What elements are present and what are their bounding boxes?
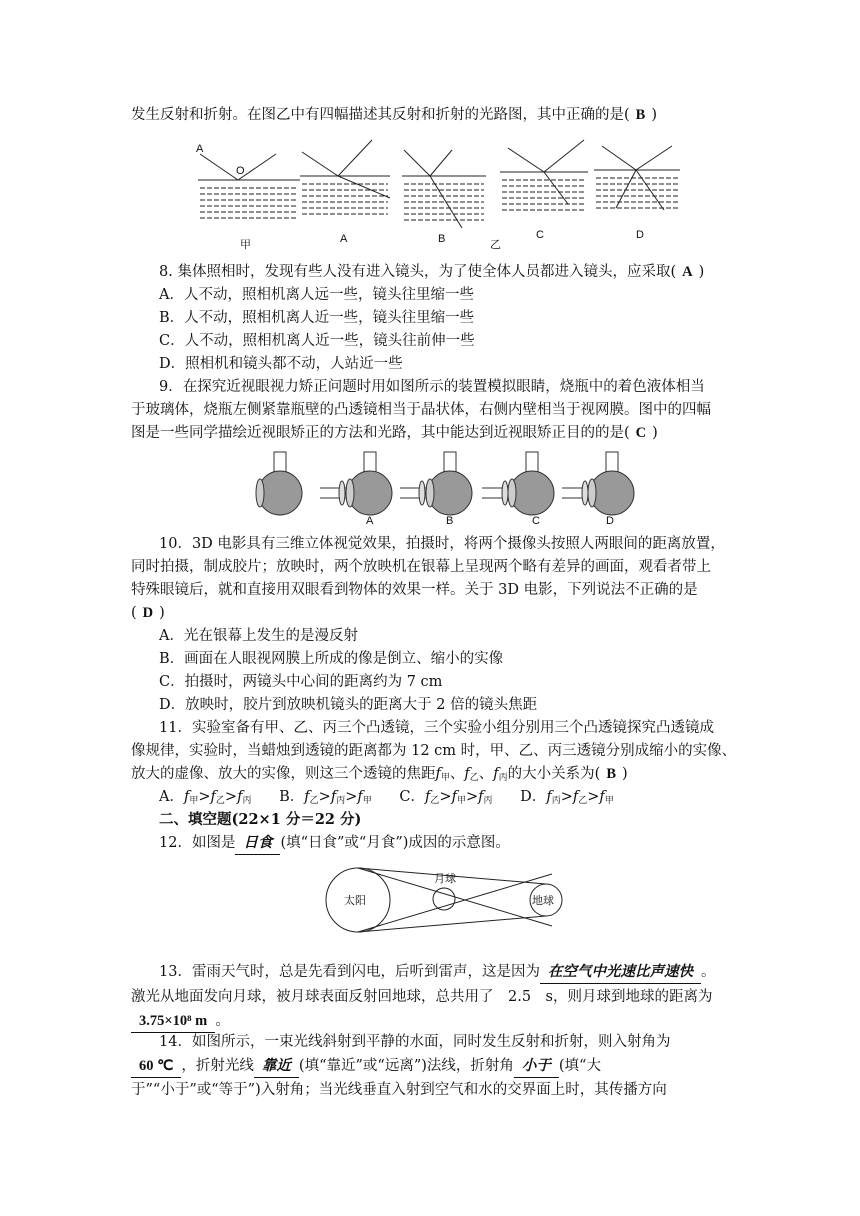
q12-figure — [320, 866, 580, 946]
q8-option-b: B．人不动，照相机离人近一些，镜头往里缩一些 — [159, 310, 475, 326]
q8-answer: A — [682, 264, 693, 280]
flask-label-c: C — [532, 515, 540, 526]
q10-option-d: D．放映时，胶片到放映机镜头的距离大于 2 倍的镜头焦距 — [159, 697, 538, 713]
fig-label-b: B — [438, 233, 446, 245]
q10-line4: ( D ) — [131, 605, 165, 621]
q8-option-c: C．人不动，照相机离人近一些，镜头往前伸一些 — [159, 333, 475, 349]
q14-answer3: 小于 — [514, 1055, 559, 1078]
q14-answer1: 60 ℃ — [131, 1055, 181, 1078]
flask-label-b: B — [446, 515, 454, 526]
q7-text: 发生反射和折射。在图乙中有四幅描述其反射和折射的光路图，其中正确的是( B ) — [131, 107, 657, 123]
flask-option-d — [562, 452, 634, 515]
q14-line3: 于”“小于”或“等于”)入射角；当光线垂直入射到空气和水的交界面上时，其传播方向 — [131, 1082, 667, 1098]
q8-option-d: D．照相机和镜头都不动，人站近一些 — [159, 356, 403, 372]
fig-option-a — [300, 140, 390, 214]
flask-label-a: A — [366, 515, 374, 526]
fig-option-b — [402, 150, 486, 228]
q10-option-c: C．拍摄时，两镜头中心间的距离约为 7 cm — [159, 674, 443, 690]
q14-line2: 60 ℃ ，折射光线 靠近 (填“靠近”或“远离”)法线，折射角 小于 (填“大 — [131, 1055, 601, 1078]
q8-option-a: A．人不动，照相机离人远一些，镜头往里缩一些 — [159, 287, 474, 303]
fig-jia — [198, 154, 300, 218]
q9-line2: 于玻璃体，烧瓶左侧紧靠瓶壁的凸透镜相当于晶状体，右侧内壁相当于视网膜。图中的四幅 — [131, 402, 711, 418]
q9-answer: C — [635, 425, 647, 441]
q14-line1: 14．如图所示，一束光线斜射到平静的水面，同时发生反射和折射，则入射角为 — [159, 1034, 671, 1050]
fig-option-c — [500, 140, 588, 210]
q10-line2: 同时拍摄，制成胶片；放映时，两个放映机在银幕上呈现两个略有差异的画面，观看者带上 — [131, 559, 711, 575]
q7-answer: B — [635, 107, 646, 123]
q13-answer2: 3.75×10⁸ m — [131, 1010, 215, 1033]
q12-text: 12．如图是 日食 (填“日食”或“月食”)成因的示意图。 — [159, 832, 510, 855]
q13-line2: 激光从地面发向月球，被月球表面反射回地球，总共用了 2.5 s，则月球到地球的距离为 — [131, 989, 713, 1005]
flask-option-a — [320, 452, 392, 515]
q13-answer1: 在空气中光速比声速快 — [540, 961, 701, 984]
q9-line3: 图是一些同学描绘近视眼矫正的方法和光路，其中能达到近视眼矫正目的的是( C ) — [131, 425, 658, 441]
q14-answer2: 靠近 — [254, 1055, 299, 1078]
q7-figure — [190, 130, 680, 252]
section-heading: 二、填空题(22×1 分＝22 分) — [159, 811, 362, 828]
fig-label-a: A — [340, 233, 348, 245]
moon-label: 月球 — [434, 873, 456, 885]
flask-option-c — [482, 452, 554, 515]
fig-label-d: D — [636, 229, 644, 241]
q10-option-a: A．光在银幕上发生的是漫反射 — [159, 628, 358, 644]
q10-line3: 特殊眼镜后，就和直接用双眼看到物体的效果一样。关于 3D 电影，下列说法不正确的是 — [131, 582, 698, 598]
q11-options: A．$f_甲>f_乙>f_丙$ B．$f_乙>f_丙>f_甲$ C．$f_乙>f_甲>f_丙$ D．$f_丙>f_乙>f_甲$ — [159, 789, 614, 806]
flask-option-b — [400, 452, 472, 515]
q10-answer: D — [142, 605, 154, 621]
fig-ray-label: A — [196, 143, 204, 155]
q13-line1: 13．雷雨天气时，总是先看到闪电，后听到雷声，这是因为 在空气中光速比声速快 。 — [159, 961, 715, 984]
flask-label-d: D — [606, 515, 614, 526]
q9-line1: 9．在探究近视眼视力矫正问题时用如图所示的装置模拟眼睛，烧瓶中的着色液体相当 — [159, 379, 705, 395]
q8-stem: 8. 集体照相时，发现有些人没有进入镜头，为了使全体人员都进入镜头，应采取( A ) — [159, 264, 705, 280]
sun-label: 太阳 — [344, 895, 366, 907]
q11-line2: 像规律，实验时，当蜡烛到透镜的距离都为 12 cm 时，甲、乙、丙三透镜分别成缩小的实像、 — [131, 743, 737, 759]
fig-point-label: O — [236, 165, 245, 177]
fig-label-c: C — [536, 229, 544, 241]
flask-reference — [256, 452, 302, 515]
fig-label-yi: 乙 — [490, 239, 501, 251]
q11-answer: B — [606, 766, 617, 782]
q11-line1: 11．实验室备有甲、乙、丙三个凸透镜，三个实验小组分别用三个凸透镜探究凸透镜成 — [159, 720, 714, 736]
q9-figure — [250, 448, 640, 526]
earth-label: 地球 — [532, 895, 554, 907]
q10-line1: 10．3D 电影具有三维立体视觉效果，拍摄时，将两个摄像头按照人两眼间的距离放置， — [159, 536, 725, 552]
fig-label-jia: 甲 — [240, 239, 251, 251]
q10-option-b: B．画面在人眼视网膜上所成的像是倒立、缩小的实像 — [159, 651, 504, 667]
fig-option-d — [594, 146, 680, 210]
q11-line3: 放大的虚像、放大的实像，则这三个透镜的焦距$f_甲$、$f_乙$、$f_丙$的大小关系为( B ) — [131, 766, 628, 783]
q12-answer: 日食 — [235, 832, 280, 855]
q13-line3: 3.75×10⁸ m 。 — [131, 1010, 230, 1033]
